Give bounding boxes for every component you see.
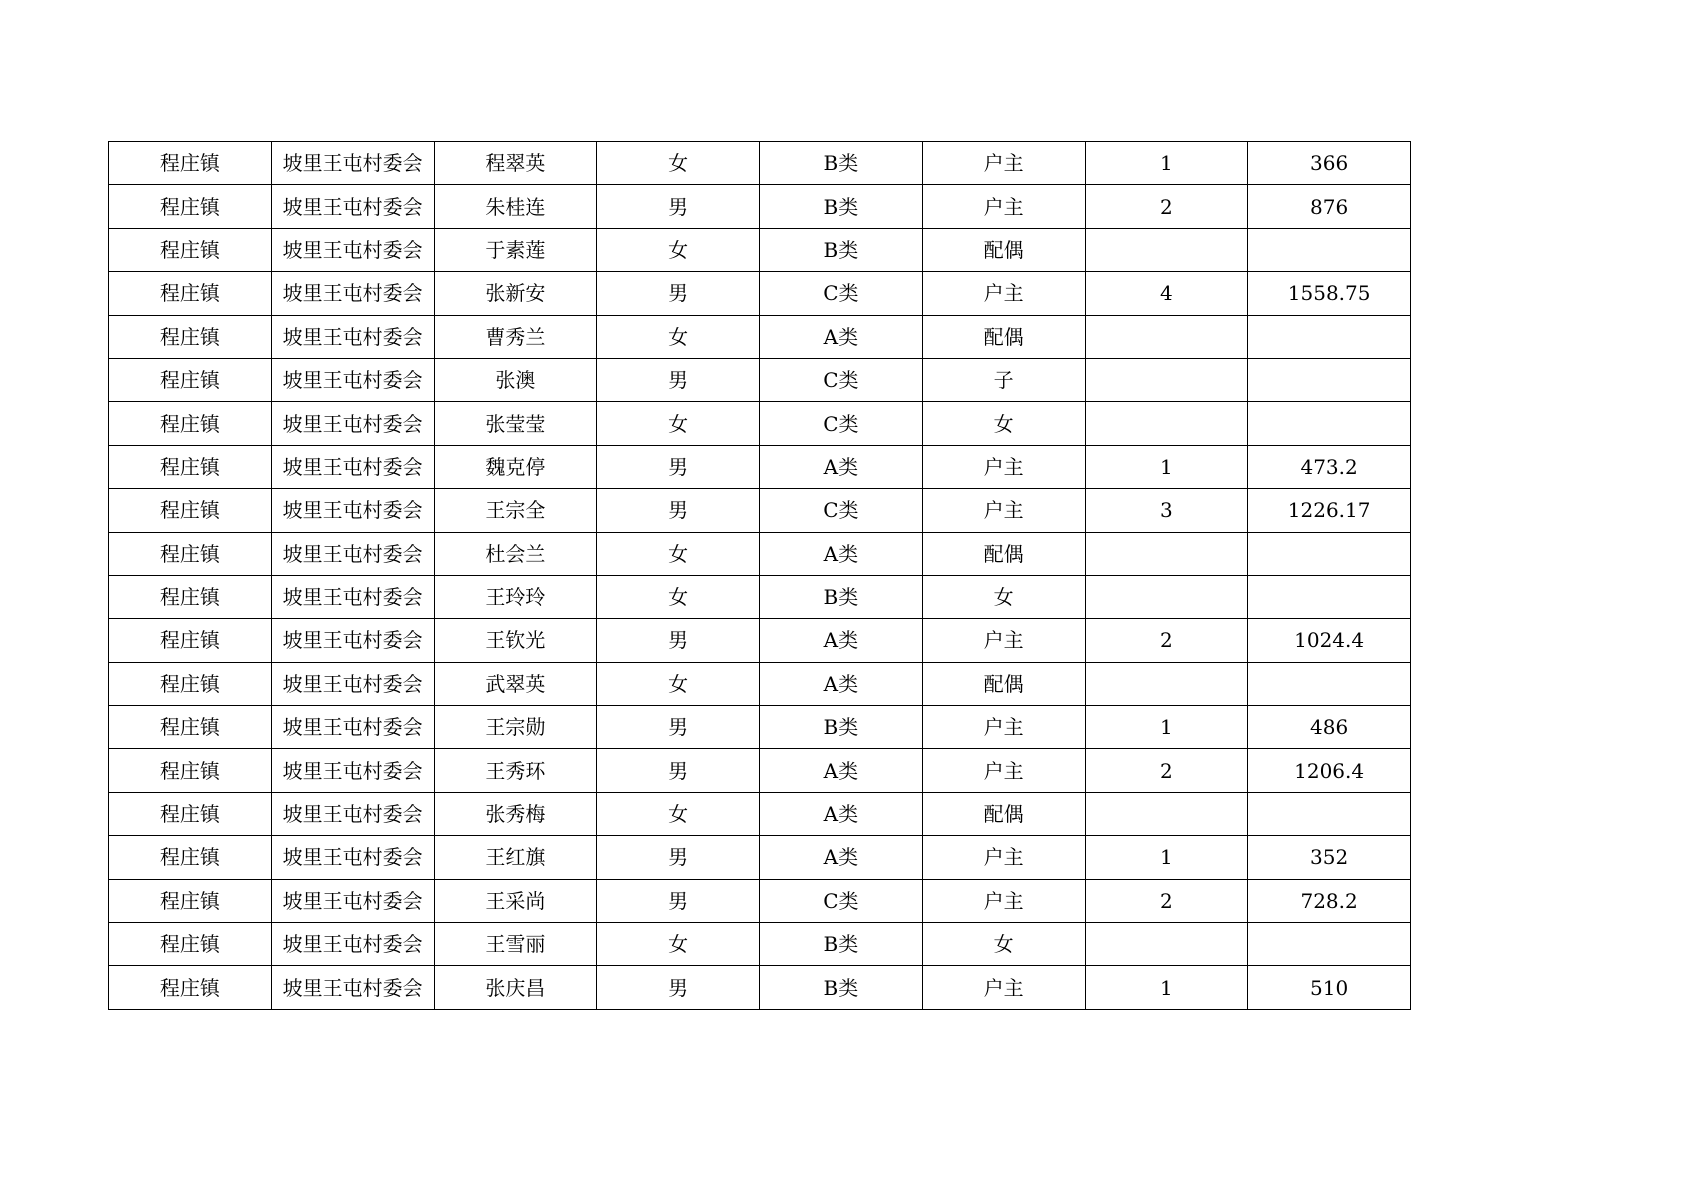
name-cell: 张秀梅: [434, 792, 597, 835]
name-cell: 王钦光: [434, 619, 597, 662]
amount-cell: 366: [1248, 142, 1411, 185]
table-row: [109, 402, 1411, 445]
category-cell: B类: [760, 228, 923, 271]
table-row: [109, 272, 1411, 315]
gender-cell: 男: [597, 445, 760, 488]
category-cell: A类: [760, 315, 923, 358]
category-cell: B类: [760, 575, 923, 618]
relation-cell: 配偶: [922, 792, 1085, 835]
relation-cell: 户主: [922, 966, 1085, 1009]
gender-cell: 女: [597, 228, 760, 271]
table-row: [109, 923, 1411, 966]
table-row: [109, 836, 1411, 879]
village-committee-cell: 坡里王屯村委会: [271, 532, 434, 575]
relation-cell: 户主: [922, 749, 1085, 792]
household-size-cell: [1085, 402, 1248, 445]
village-committee-cell: 坡里王屯村委会: [271, 836, 434, 879]
name-cell: 魏克停: [434, 445, 597, 488]
table-row: [109, 749, 1411, 792]
relation-cell: 配偶: [922, 662, 1085, 705]
relation-cell: 女: [922, 923, 1085, 966]
town-cell: 程庄镇: [109, 662, 272, 705]
amount-cell: [1248, 575, 1411, 618]
town-cell: 程庄镇: [109, 836, 272, 879]
village-committee-cell: 坡里王屯村委会: [271, 792, 434, 835]
name-cell: 王宗全: [434, 489, 597, 532]
gender-cell: 男: [597, 489, 760, 532]
name-cell: 王宗勋: [434, 706, 597, 749]
category-cell: A类: [760, 749, 923, 792]
relation-cell: 户主: [922, 489, 1085, 532]
household-size-cell: 2: [1085, 879, 1248, 922]
town-cell: 程庄镇: [109, 402, 272, 445]
category-cell: A类: [760, 619, 923, 662]
category-cell: A类: [760, 445, 923, 488]
gender-cell: 男: [597, 749, 760, 792]
name-cell: 张新安: [434, 272, 597, 315]
amount-cell: 1226.17: [1248, 489, 1411, 532]
name-cell: 张澳: [434, 358, 597, 401]
amount-cell: 728.2: [1248, 879, 1411, 922]
household-size-cell: [1085, 923, 1248, 966]
gender-cell: 女: [597, 142, 760, 185]
gender-cell: 男: [597, 358, 760, 401]
gender-cell: 女: [597, 532, 760, 575]
gender-cell: 男: [597, 185, 760, 228]
gender-cell: 男: [597, 272, 760, 315]
amount-cell: 876: [1248, 185, 1411, 228]
category-cell: A类: [760, 662, 923, 705]
name-cell: 王玲玲: [434, 575, 597, 618]
household-size-cell: [1085, 358, 1248, 401]
table-row: [109, 966, 1411, 1009]
category-cell: B类: [760, 923, 923, 966]
village-committee-cell: 坡里王屯村委会: [271, 749, 434, 792]
household-size-cell: [1085, 532, 1248, 575]
town-cell: 程庄镇: [109, 358, 272, 401]
village-committee-cell: 坡里王屯村委会: [271, 706, 434, 749]
household-size-cell: 2: [1085, 619, 1248, 662]
town-cell: 程庄镇: [109, 532, 272, 575]
name-cell: 朱桂连: [434, 185, 597, 228]
village-committee-cell: 坡里王屯村委会: [271, 489, 434, 532]
household-size-cell: 1: [1085, 706, 1248, 749]
village-committee-cell: 坡里王屯村委会: [271, 272, 434, 315]
town-cell: 程庄镇: [109, 879, 272, 922]
household-size-cell: 1: [1085, 445, 1248, 488]
table-row: [109, 662, 1411, 705]
household-size-cell: [1085, 792, 1248, 835]
household-size-cell: 1: [1085, 836, 1248, 879]
amount-cell: 1206.4: [1248, 749, 1411, 792]
town-cell: 程庄镇: [109, 489, 272, 532]
village-committee-cell: 坡里王屯村委会: [271, 966, 434, 1009]
gender-cell: 女: [597, 923, 760, 966]
household-size-cell: 1: [1085, 966, 1248, 1009]
category-cell: A类: [760, 792, 923, 835]
name-cell: 程翠英: [434, 142, 597, 185]
amount-cell: [1248, 358, 1411, 401]
name-cell: 张莹莹: [434, 402, 597, 445]
village-committee-cell: 坡里王屯村委会: [271, 185, 434, 228]
village-committee-cell: 坡里王屯村委会: [271, 879, 434, 922]
table-row: [109, 532, 1411, 575]
household-size-cell: 4: [1085, 272, 1248, 315]
category-cell: C类: [760, 489, 923, 532]
gender-cell: 男: [597, 879, 760, 922]
town-cell: 程庄镇: [109, 315, 272, 358]
amount-cell: [1248, 792, 1411, 835]
town-cell: 程庄镇: [109, 228, 272, 271]
name-cell: 张庆昌: [434, 966, 597, 1009]
town-cell: 程庄镇: [109, 792, 272, 835]
household-size-cell: 2: [1085, 749, 1248, 792]
amount-cell: [1248, 228, 1411, 271]
household-size-cell: 1: [1085, 142, 1248, 185]
category-cell: A类: [760, 532, 923, 575]
table-row: [109, 315, 1411, 358]
table-row: [109, 185, 1411, 228]
household-size-cell: [1085, 315, 1248, 358]
gender-cell: 女: [597, 402, 760, 445]
name-cell: 王采尚: [434, 879, 597, 922]
amount-cell: 1558.75: [1248, 272, 1411, 315]
category-cell: C类: [760, 272, 923, 315]
town-cell: 程庄镇: [109, 923, 272, 966]
name-cell: 于素莲: [434, 228, 597, 271]
town-cell: 程庄镇: [109, 272, 272, 315]
town-cell: 程庄镇: [109, 749, 272, 792]
table-row: [109, 358, 1411, 401]
village-committee-cell: 坡里王屯村委会: [271, 142, 434, 185]
village-committee-cell: 坡里王屯村委会: [271, 619, 434, 662]
relation-cell: 户主: [922, 706, 1085, 749]
relation-cell: 女: [922, 575, 1085, 618]
village-committee-cell: 坡里王屯村委会: [271, 402, 434, 445]
amount-cell: [1248, 662, 1411, 705]
table-row: [109, 228, 1411, 271]
table-row: [109, 575, 1411, 618]
household-table-body: [109, 142, 1411, 1010]
table-row: [109, 619, 1411, 662]
relation-cell: 户主: [922, 879, 1085, 922]
relation-cell: 配偶: [922, 315, 1085, 358]
category-cell: B类: [760, 966, 923, 1009]
amount-cell: 1024.4: [1248, 619, 1411, 662]
gender-cell: 男: [597, 706, 760, 749]
table-row: [109, 879, 1411, 922]
gender-cell: 男: [597, 836, 760, 879]
name-cell: 武翠英: [434, 662, 597, 705]
category-cell: C类: [760, 879, 923, 922]
household-size-cell: 3: [1085, 489, 1248, 532]
category-cell: C类: [760, 358, 923, 401]
village-committee-cell: 坡里王屯村委会: [271, 315, 434, 358]
gender-cell: 女: [597, 315, 760, 358]
village-committee-cell: 坡里王屯村委会: [271, 662, 434, 705]
household-size-cell: [1085, 228, 1248, 271]
village-committee-cell: 坡里王屯村委会: [271, 445, 434, 488]
name-cell: 王雪丽: [434, 923, 597, 966]
household-size-cell: [1085, 662, 1248, 705]
table-row: [109, 706, 1411, 749]
gender-cell: 男: [597, 619, 760, 662]
household-table: [108, 141, 1411, 1010]
category-cell: B类: [760, 706, 923, 749]
village-committee-cell: 坡里王屯村委会: [271, 228, 434, 271]
table-row: [109, 445, 1411, 488]
relation-cell: 户主: [922, 142, 1085, 185]
amount-cell: 486: [1248, 706, 1411, 749]
town-cell: 程庄镇: [109, 185, 272, 228]
relation-cell: 户主: [922, 619, 1085, 662]
relation-cell: 女: [922, 402, 1085, 445]
category-cell: B类: [760, 142, 923, 185]
relation-cell: 户主: [922, 272, 1085, 315]
table-row: [109, 489, 1411, 532]
household-size-cell: 2: [1085, 185, 1248, 228]
amount-cell: 352: [1248, 836, 1411, 879]
category-cell: A类: [760, 836, 923, 879]
town-cell: 程庄镇: [109, 445, 272, 488]
table-row: [109, 142, 1411, 185]
amount-cell: [1248, 402, 1411, 445]
relation-cell: 子: [922, 358, 1085, 401]
name-cell: 曹秀兰: [434, 315, 597, 358]
name-cell: 杜会兰: [434, 532, 597, 575]
relation-cell: 户主: [922, 445, 1085, 488]
town-cell: 程庄镇: [109, 619, 272, 662]
town-cell: 程庄镇: [109, 575, 272, 618]
town-cell: 程庄镇: [109, 706, 272, 749]
village-committee-cell: 坡里王屯村委会: [271, 358, 434, 401]
village-committee-cell: 坡里王屯村委会: [271, 575, 434, 618]
amount-cell: [1248, 532, 1411, 575]
table-row: [109, 792, 1411, 835]
amount-cell: 510: [1248, 966, 1411, 1009]
amount-cell: 473.2: [1248, 445, 1411, 488]
category-cell: B类: [760, 185, 923, 228]
town-cell: 程庄镇: [109, 966, 272, 1009]
town-cell: 程庄镇: [109, 142, 272, 185]
name-cell: 王秀环: [434, 749, 597, 792]
village-committee-cell: 坡里王屯村委会: [271, 923, 434, 966]
relation-cell: 配偶: [922, 228, 1085, 271]
gender-cell: 女: [597, 792, 760, 835]
amount-cell: [1248, 923, 1411, 966]
category-cell: C类: [760, 402, 923, 445]
gender-cell: 女: [597, 575, 760, 618]
relation-cell: 户主: [922, 185, 1085, 228]
household-size-cell: [1085, 575, 1248, 618]
relation-cell: 配偶: [922, 532, 1085, 575]
relation-cell: 户主: [922, 836, 1085, 879]
gender-cell: 男: [597, 966, 760, 1009]
gender-cell: 女: [597, 662, 760, 705]
name-cell: 王红旗: [434, 836, 597, 879]
amount-cell: [1248, 315, 1411, 358]
